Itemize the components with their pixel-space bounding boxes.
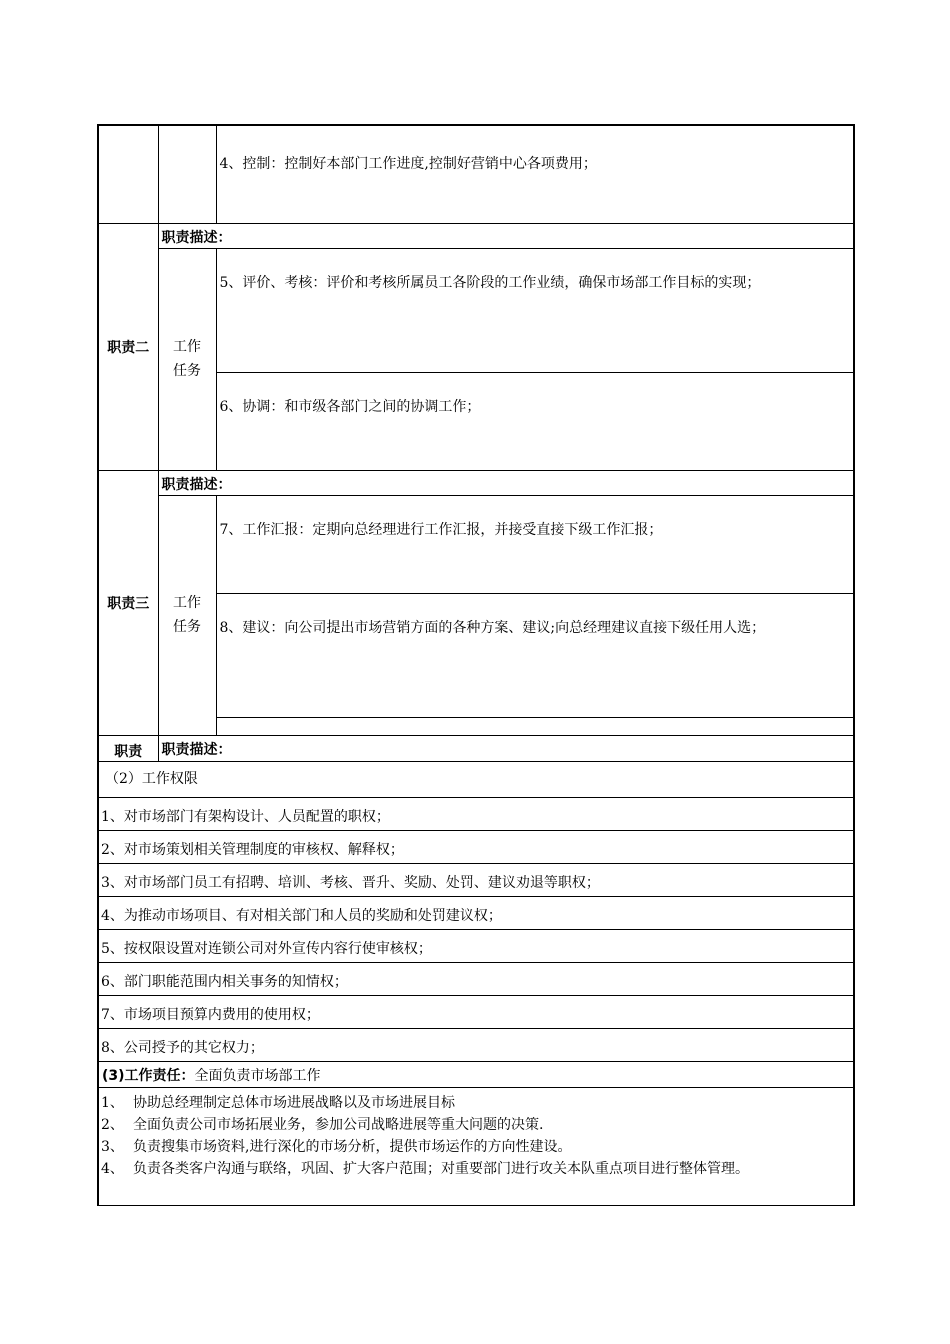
duty2-task-label — [158, 248, 216, 470]
list-item-text: 协助总经理制定总体市场进展战略以及市场进展目标 — [133, 1094, 455, 1111]
duty4-label: 职责 — [98, 735, 158, 761]
responsibility-list-row — [98, 1087, 854, 1205]
list-item — [101, 1158, 851, 1180]
authority-header-row — [98, 761, 854, 797]
duty2-desc-label: 职责描述： — [158, 223, 854, 248]
duty2-row-item5 — [98, 248, 854, 372]
duty2-desc-row — [98, 223, 854, 248]
authority-item-3: 3、对市场部门员工有招聘、培训、考核、晋升、奖励、处罚、建议劝退等职权； — [98, 863, 854, 896]
list-item-number: 4、 — [101, 1160, 124, 1177]
authority-item-6: 6、部门职能范围内相关事务的知情权； — [98, 962, 854, 995]
responsibility-title-rest: 全面负责市场部工作 — [194, 1067, 321, 1084]
list-item-text: 负责搜集市场资料,进行深化的市场分析，提供市场运作的方向性建设。 — [133, 1138, 572, 1155]
duty3-desc-row — [98, 470, 854, 495]
authority-item-2: 2、对市场策划相关管理制度的审核权、解释权； — [98, 830, 854, 863]
duty2-label: 职责二 — [98, 223, 158, 470]
task-item-7: 7、工作汇报：定期向总经理进行工作汇报，并接受直接下级工作汇报； — [216, 495, 854, 593]
task-item-4: 4、控制：控制好本部门工作进度,控制好营销中心各项费用； — [216, 125, 854, 223]
responsibility-title — [98, 1061, 854, 1087]
list-item — [101, 1136, 851, 1158]
authority-row — [98, 1028, 854, 1061]
list-item — [101, 1114, 851, 1136]
list-item-number: 3、 — [101, 1138, 124, 1155]
authority-item-1: 1、对市场部门有架构设计、人员配置的职权； — [98, 797, 854, 830]
duty4-desc-row — [98, 735, 854, 761]
duty1-row-item4 — [98, 125, 854, 223]
duty3-task-label — [158, 495, 216, 735]
authority-row — [98, 830, 854, 863]
authority-row — [98, 929, 854, 962]
duty3-label: 职责三 — [98, 470, 158, 735]
list-item-number: 1、 — [101, 1094, 124, 1111]
duty2-task-label-line1: 工作 — [173, 339, 201, 355]
duty1-task-cell — [158, 125, 216, 223]
duty3-empty-cell — [216, 717, 854, 735]
authority-row — [98, 863, 854, 896]
authority-item-4: 4、为推动市场项目、有对相关部门和人员的奖励和处罚建议权； — [98, 896, 854, 929]
list-item-number: 2、 — [101, 1116, 124, 1133]
task-item-5: 5、评价、考核：评价和考核所属员工各阶段的工作业绩，确保市场部工作目标的实现； — [216, 248, 854, 372]
list-item-text: 全面负责公司市场拓展业务，参加公司战略进展等重大问题的决策. — [133, 1116, 544, 1133]
responsibility-title-bold: (3)工作责任： — [102, 1067, 195, 1084]
duty3-row-item7 — [98, 495, 854, 593]
authority-item-8: 8、公司授予的其它权力； — [98, 1028, 854, 1061]
responsibility-list — [98, 1087, 854, 1205]
authority-item-7: 7、市场项目预算内费用的使用权； — [98, 995, 854, 1028]
list-item — [101, 1092, 851, 1114]
duty4-desc-label: 职责描述： — [158, 735, 854, 761]
duty3-task-label-line1: 工作 — [173, 595, 201, 611]
duty2-task-label-line2: 任务 — [173, 363, 201, 379]
job-description-sheet — [97, 124, 853, 1206]
duty3-desc-label: 职责描述： — [158, 470, 854, 495]
task-item-6: 6、协调：和市级各部门之间的协调工作； — [216, 372, 854, 470]
authority-item-5: 5、按权限设置对连锁公司对外宣传内容行使审核权； — [98, 929, 854, 962]
responsibility-header-row — [98, 1061, 854, 1087]
authority-title: （2）工作权限 — [98, 761, 854, 797]
list-item-text: 负责各类客户沟通与联络，巩固、扩大客户范围；对重要部门进行攻关本队重点项目进行整体管理。 — [133, 1160, 749, 1177]
authority-row — [98, 896, 854, 929]
task-item-8: 8、建议：向公司提出市场营销方面的各种方案、建议;向总经理建议直接下级任用人选； — [216, 593, 854, 717]
duty3-task-label-line2: 任务 — [173, 619, 201, 635]
authority-row — [98, 995, 854, 1028]
authority-row — [98, 962, 854, 995]
duties-table — [97, 124, 855, 1206]
authority-row — [98, 797, 854, 830]
duty1-label-cell — [98, 125, 158, 223]
